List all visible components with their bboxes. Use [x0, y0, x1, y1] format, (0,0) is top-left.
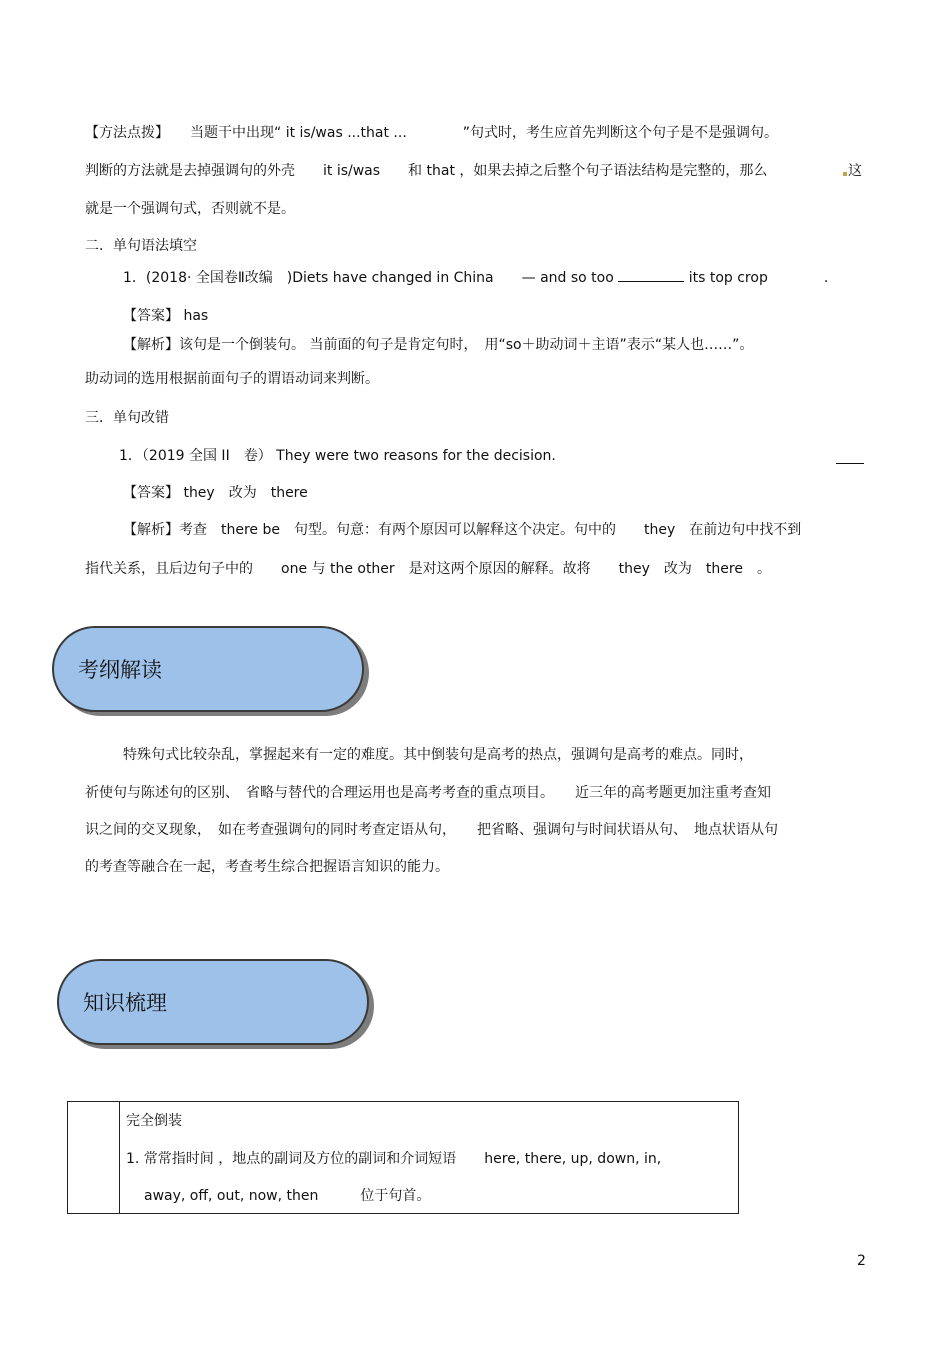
explanation-1-line-2: 助动词的选用根据前面句子的谓语动词来判断。 [85, 371, 379, 387]
decorative-dot [843, 172, 847, 176]
page-number: 2 [857, 1253, 866, 1269]
question-1-text [123, 267, 828, 288]
section-badge-title: 知识梳理 [83, 991, 167, 1015]
explanation-1-line-1: 【解析】该句是一个倒装句。 当前面的句子是肯定句时， 用“so＋助动词＋主语”表示“某人也……”。 [123, 337, 754, 353]
section-badge-exam-outline [52, 626, 364, 712]
knowledge-table [67, 1101, 739, 1214]
answer-1: 【答案】 has [123, 308, 209, 324]
section-heading-correction: 三．单句改错 [85, 410, 169, 426]
question-1-part1: 1．(2018· 全国卷Ⅱ改编 )Diets have changed in China — and so too [123, 270, 614, 286]
tip-line-1: 【方法点拨】 当题干中出现“ it is/was ...that ... ”句式时，考生应首先判断这个句子是不是强调句。 [85, 125, 779, 141]
tip-line-2: 判断的方法就是去掉强调句的外壳 it is/was 和 that ，如果去掉之后整个句子语法结构是完整的，那么 [85, 163, 768, 179]
explanation-2-line-2: 指代关系，且后边句子中的 one 与 the other 是对这两个原因的解释。故将 they 改为 there 。 [85, 561, 771, 577]
answer-2: 【答案】 they 改为 there [123, 485, 308, 501]
outline-para-line-3: 识之间的交叉现象， 如在考查强调句的同时考查定语从句， 把省略、强调句与时间状语从句、 地点状语从句 [85, 822, 778, 838]
correction-blank [836, 463, 864, 464]
section-heading-fill-blank: 二．单句语法填空 [85, 238, 197, 254]
table-row-rule-1: 1. 常常指时间 ，地点的副词及方位的副词和介词短语 here, there, up, down, in, [126, 1151, 662, 1167]
table-column-divider [119, 1102, 120, 1213]
outline-para-line-4: 的考查等融合在一起，考查考生综合把握语言知识的能力。 [85, 859, 449, 875]
outline-para-line-2: 祈使句与陈述句的区别、 省略与替代的合理运用也是高考考查的重点项目。 近三年的高考题更加注重考查知 [85, 785, 771, 801]
section-badge-knowledge [57, 959, 369, 1045]
table-row-title: 完全倒装 [126, 1113, 182, 1129]
table-row-rule-1-cont: away, off, out, now, then 位于句首。 [144, 1188, 431, 1204]
question-2-text: 1．（2019 全国 II 卷） They were two reasons for the decision. [119, 448, 556, 464]
question-1-part2: its top crop . [688, 270, 829, 286]
outline-para-line-1: 特殊句式比较杂乱，掌握起来有一定的难度。其中倒装句是高考的热点，强调句是高考的难点。同时， [123, 747, 753, 763]
section-badge-title: 考纲解读 [78, 658, 162, 682]
answer-blank [618, 267, 684, 282]
tip-line-2-end: 这 [848, 163, 862, 179]
explanation-2-line-1: 【解析】考查 there be 句型。句意：有两个原因可以解释这个决定。句中的 they 在前边句中找不到 [123, 522, 802, 538]
tip-line-3: 就是一个强调句式，否则就不是。 [85, 201, 295, 217]
